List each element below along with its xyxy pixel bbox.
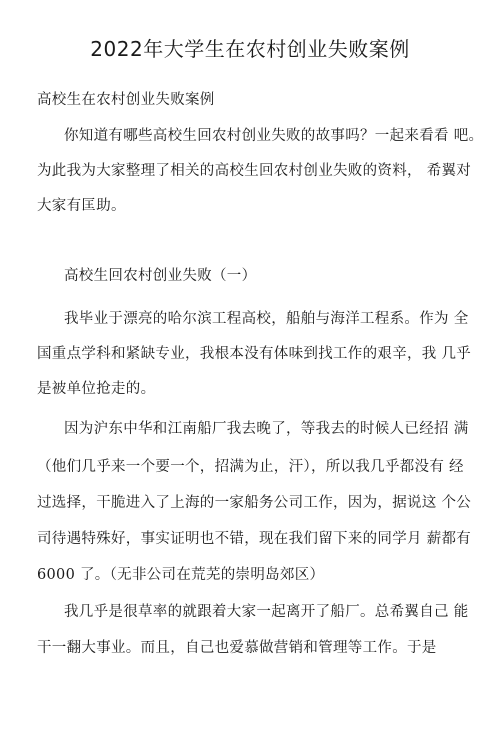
- paragraph-line: 过选择，干脆进入了上海的一家船务公司工作，因为，据说这 个公: [37, 495, 472, 511]
- paragraph-line: 6000 了。（无非公司在荒芜的崇明岛郊区）: [37, 567, 325, 583]
- section-heading: 高校生在农村创业失败案例: [37, 92, 215, 108]
- paragraph-line: 我毕业于漂亮的哈尔滨工程高校，船舶与海洋工程系。作为 全: [64, 311, 469, 327]
- paragraph-line: 干一翻大事业。而且，自己也爱慕做营销和管理等工作。于是: [37, 640, 437, 656]
- paragraph-line: （他们几乎来一个要一个，招满为止，汗），所以我几乎都没有 经: [37, 459, 464, 475]
- paragraph-line: 为此我为大家整理了相关的高校生回农村创业失败的资料， 希翼对: [37, 163, 472, 179]
- paragraph-line: 因为沪东中华和江南船厂我去晚了，等我去的时候人已经招 满: [64, 421, 469, 437]
- document-title: 2022年大学生在农村创业失败案例: [90, 37, 410, 61]
- paragraph-line: 大家有匡助。: [37, 198, 126, 214]
- paragraph-line: 你知道有哪些高校生回农村创业失败的故事吗？一起来看看 吧。: [64, 128, 484, 144]
- section-heading: 高校生回农村创业失败（一）: [64, 268, 257, 284]
- paragraph-line: 是被单位抢走的。: [37, 381, 156, 397]
- paragraph-line: 我几乎是很草率的就跟着大家一起离开了船厂。总希翼自己 能: [64, 604, 469, 620]
- paragraph-line: 国重点学科和紧缺专业，我根本没有体味到找工作的艰辛，我 几乎: [37, 346, 472, 362]
- paragraph-line: 司待遇特殊好，事实证明也不错，现在我们留下来的同学月 薪都有: [37, 531, 472, 547]
